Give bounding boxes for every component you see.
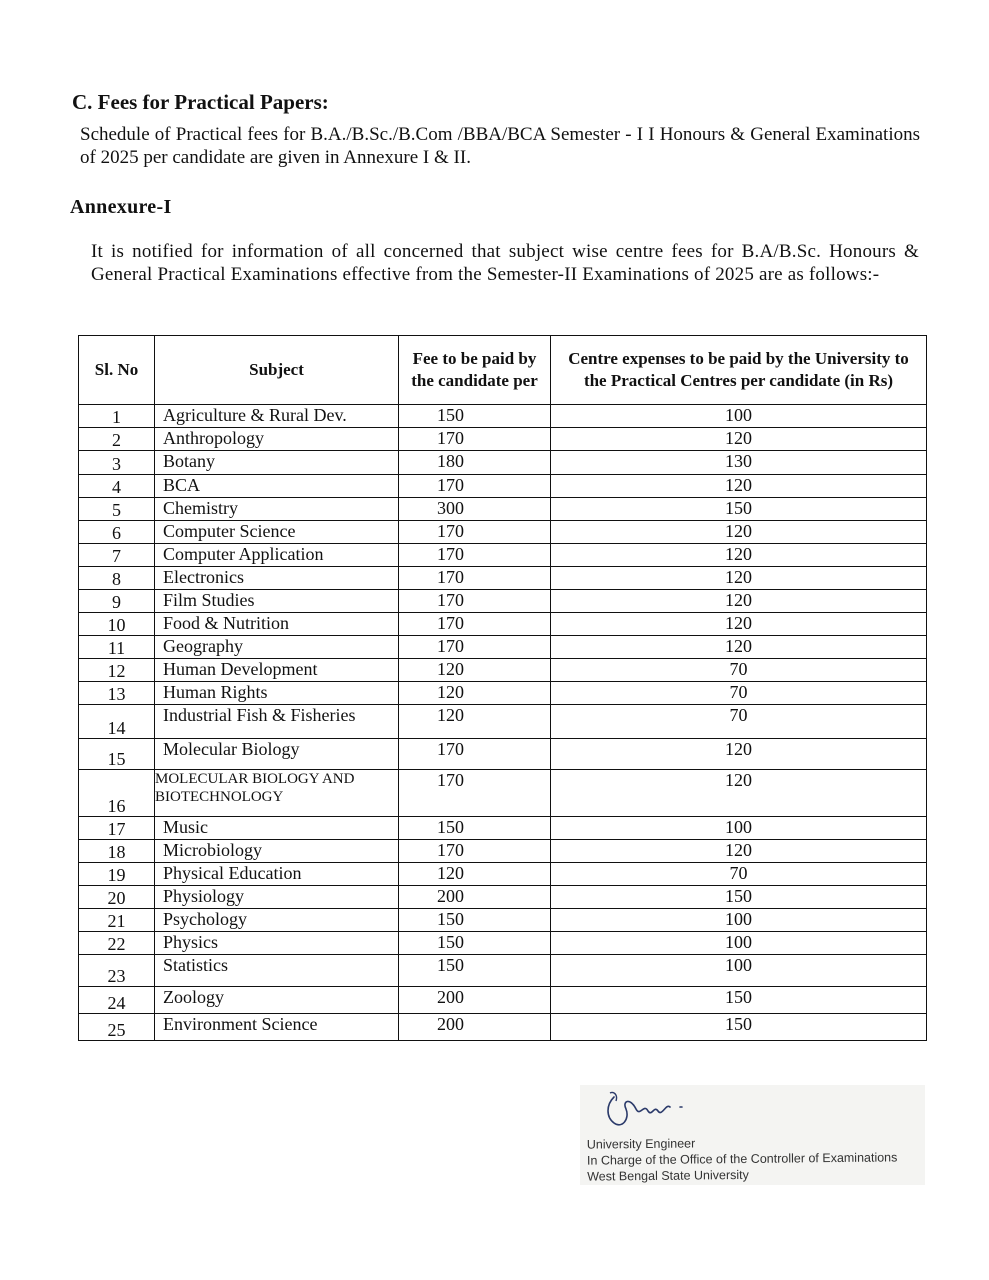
cell-centre-expenses: 120 (551, 544, 927, 567)
cell-centre-expenses: 100 (551, 817, 927, 840)
table-row (79, 498, 927, 521)
cell-centre-expenses: 70 (551, 863, 927, 886)
table-row (79, 932, 927, 955)
cell-fee: 150 (399, 909, 551, 932)
cell-subject: Anthropology (155, 428, 399, 451)
cell-sl-no: 16 (79, 770, 155, 817)
cell-fee: 170 (399, 567, 551, 590)
cell-subject: Computer Application (155, 544, 399, 567)
table-row (79, 955, 927, 987)
table-row (79, 567, 927, 590)
header-sl-no: Sl. No (79, 336, 155, 405)
cell-sl-no: 4 (79, 475, 155, 498)
cell-centre-expenses: 70 (551, 705, 927, 739)
cell-centre-expenses: 100 (551, 932, 927, 955)
cell-fee: 120 (399, 682, 551, 705)
cell-sl-no: 14 (79, 705, 155, 739)
cell-fee: 170 (399, 428, 551, 451)
cell-centre-expenses: 120 (551, 475, 927, 498)
cell-subject: Environment Science (155, 1014, 399, 1041)
cell-fee: 170 (399, 613, 551, 636)
cell-sl-no: 3 (79, 451, 155, 475)
table-row (79, 909, 927, 932)
cell-sl-no: 17 (79, 817, 155, 840)
cell-centre-expenses: 150 (551, 498, 927, 521)
table-row (79, 886, 927, 909)
cell-subject: Physiology (155, 886, 399, 909)
cell-subject: Psychology (155, 909, 399, 932)
annexure-title: Annexure-I (70, 196, 172, 218)
cell-centre-expenses: 120 (551, 770, 927, 817)
cell-centre-expenses: 120 (551, 428, 927, 451)
cell-sl-no: 21 (79, 909, 155, 932)
cell-centre-expenses: 150 (551, 987, 927, 1014)
cell-subject: Physical Education (155, 863, 399, 886)
table-row (79, 987, 927, 1014)
cell-centre-expenses: 120 (551, 567, 927, 590)
table-row (79, 659, 927, 682)
cell-sl-no: 20 (79, 886, 155, 909)
header-centre-expenses: Centre expenses to be paid by the University to the Practical Centres per candidate (in Rs) (551, 336, 927, 405)
signature-office: In Charge of the Office of the Controller of Examinations (586, 1150, 898, 1168)
intro-paragraph: Schedule of Practical fees for B.A./B.Sc./B.Com /BBA/BCA Semester - I I Honours & General Examinations of 2025 per candidate are given in Annexure I & II. (80, 124, 920, 168)
cell-subject: Physics (155, 932, 399, 955)
cell-subject: Geography (155, 636, 399, 659)
cell-centre-expenses: 150 (551, 1014, 927, 1041)
cell-subject: Botany (155, 451, 399, 475)
cell-sl-no: 19 (79, 863, 155, 886)
cell-centre-expenses: 100 (551, 405, 927, 428)
cell-fee: 170 (399, 636, 551, 659)
cell-fee: 120 (399, 659, 551, 682)
cell-subject: Food & Nutrition (155, 613, 399, 636)
table-row (79, 475, 927, 498)
cell-sl-no: 13 (79, 682, 155, 705)
table-row (79, 840, 927, 863)
signature-university: West Bengal State University (587, 1167, 749, 1184)
cell-fee: 150 (399, 405, 551, 428)
cell-centre-expenses: 120 (551, 739, 927, 770)
cell-fee: 170 (399, 544, 551, 567)
cell-subject: Music (155, 817, 399, 840)
cell-fee: 170 (399, 475, 551, 498)
table-row (79, 770, 927, 817)
table-row (79, 636, 927, 659)
cell-fee: 170 (399, 590, 551, 613)
cell-sl-no: 24 (79, 987, 155, 1014)
cell-fee: 120 (399, 863, 551, 886)
table-row (79, 817, 927, 840)
signature-block (580, 1085, 925, 1185)
cell-subject: Film Studies (155, 590, 399, 613)
cell-subject: BCA (155, 475, 399, 498)
cell-centre-expenses: 130 (551, 451, 927, 475)
table-row (79, 739, 927, 770)
cell-centre-expenses: 120 (551, 521, 927, 544)
cell-centre-expenses: 120 (551, 840, 927, 863)
cell-sl-no: 5 (79, 498, 155, 521)
table-row (79, 521, 927, 544)
cell-sl-no: 15 (79, 739, 155, 770)
cell-centre-expenses: 100 (551, 955, 927, 987)
table-row (79, 451, 927, 475)
cell-fee: 200 (399, 1014, 551, 1041)
cell-fee: 170 (399, 521, 551, 544)
cell-subject: Chemistry (155, 498, 399, 521)
header-subject: Subject (155, 336, 399, 405)
table-row (79, 544, 927, 567)
cell-sl-no: 18 (79, 840, 155, 863)
cell-centre-expenses: 100 (551, 909, 927, 932)
cell-sl-no: 6 (79, 521, 155, 544)
cell-fee: 150 (399, 932, 551, 955)
cell-centre-expenses: 120 (551, 590, 927, 613)
cell-sl-no: 22 (79, 932, 155, 955)
cell-centre-expenses: 150 (551, 886, 927, 909)
table-header-row (79, 336, 927, 405)
cell-subject: Computer Science (155, 521, 399, 544)
cell-centre-expenses: 70 (551, 682, 927, 705)
signature-designation: University Engineer (586, 1136, 696, 1152)
cell-sl-no: 10 (79, 613, 155, 636)
cell-subject: Electronics (155, 567, 399, 590)
cell-sl-no: 25 (79, 1014, 155, 1041)
cell-subject: Industrial Fish & Fisheries (155, 705, 399, 739)
table-row (79, 863, 927, 886)
cell-fee: 170 (399, 840, 551, 863)
cell-fee: 150 (399, 817, 551, 840)
cell-fee: 170 (399, 770, 551, 817)
cell-fee: 120 (399, 705, 551, 739)
fees-table (78, 335, 927, 1041)
notice-paragraph: It is notified for information of all concerned that subject wise centre fees for B.A/B.Sc. Honours & General Practical Examinations effective from the Semester-II Examinations of 2025 are as follows:- (91, 241, 919, 285)
cell-subject: Zoology (155, 987, 399, 1014)
cell-sl-no: 23 (79, 955, 155, 987)
cell-fee: 200 (399, 987, 551, 1014)
cell-sl-no: 1 (79, 405, 155, 428)
cell-subject: Microbiology (155, 840, 399, 863)
signature-scribble (600, 1087, 710, 1132)
cell-sl-no: 7 (79, 544, 155, 567)
cell-fee: 200 (399, 886, 551, 909)
cell-centre-expenses: 70 (551, 659, 927, 682)
cell-subject: Human Development (155, 659, 399, 682)
cell-centre-expenses: 120 (551, 613, 927, 636)
cell-sl-no: 2 (79, 428, 155, 451)
cell-fee: 170 (399, 739, 551, 770)
cell-subject: Human Rights (155, 682, 399, 705)
table-row (79, 405, 927, 428)
cell-sl-no: 11 (79, 636, 155, 659)
table-row (79, 705, 927, 739)
cell-subject: Agriculture & Rural Dev. (155, 405, 399, 428)
cell-subject: Statistics (155, 955, 399, 987)
header-fee: Fee to be paid by the candidate per (399, 336, 551, 405)
cell-subject: MOLECULAR BIOLOGY AND BIOTECHNOLOGY (155, 770, 399, 817)
cell-fee: 300 (399, 498, 551, 521)
section-title: C. Fees for Practical Papers: (72, 90, 329, 114)
table-row (79, 613, 927, 636)
table-row (79, 428, 927, 451)
cell-sl-no: 9 (79, 590, 155, 613)
cell-sl-no: 8 (79, 567, 155, 590)
cell-subject: Molecular Biology (155, 739, 399, 770)
table-row (79, 1014, 927, 1041)
cell-fee: 180 (399, 451, 551, 475)
cell-centre-expenses: 120 (551, 636, 927, 659)
table-row (79, 590, 927, 613)
table-body (79, 405, 927, 1041)
cell-fee: 150 (399, 955, 551, 987)
table-row (79, 682, 927, 705)
cell-sl-no: 12 (79, 659, 155, 682)
